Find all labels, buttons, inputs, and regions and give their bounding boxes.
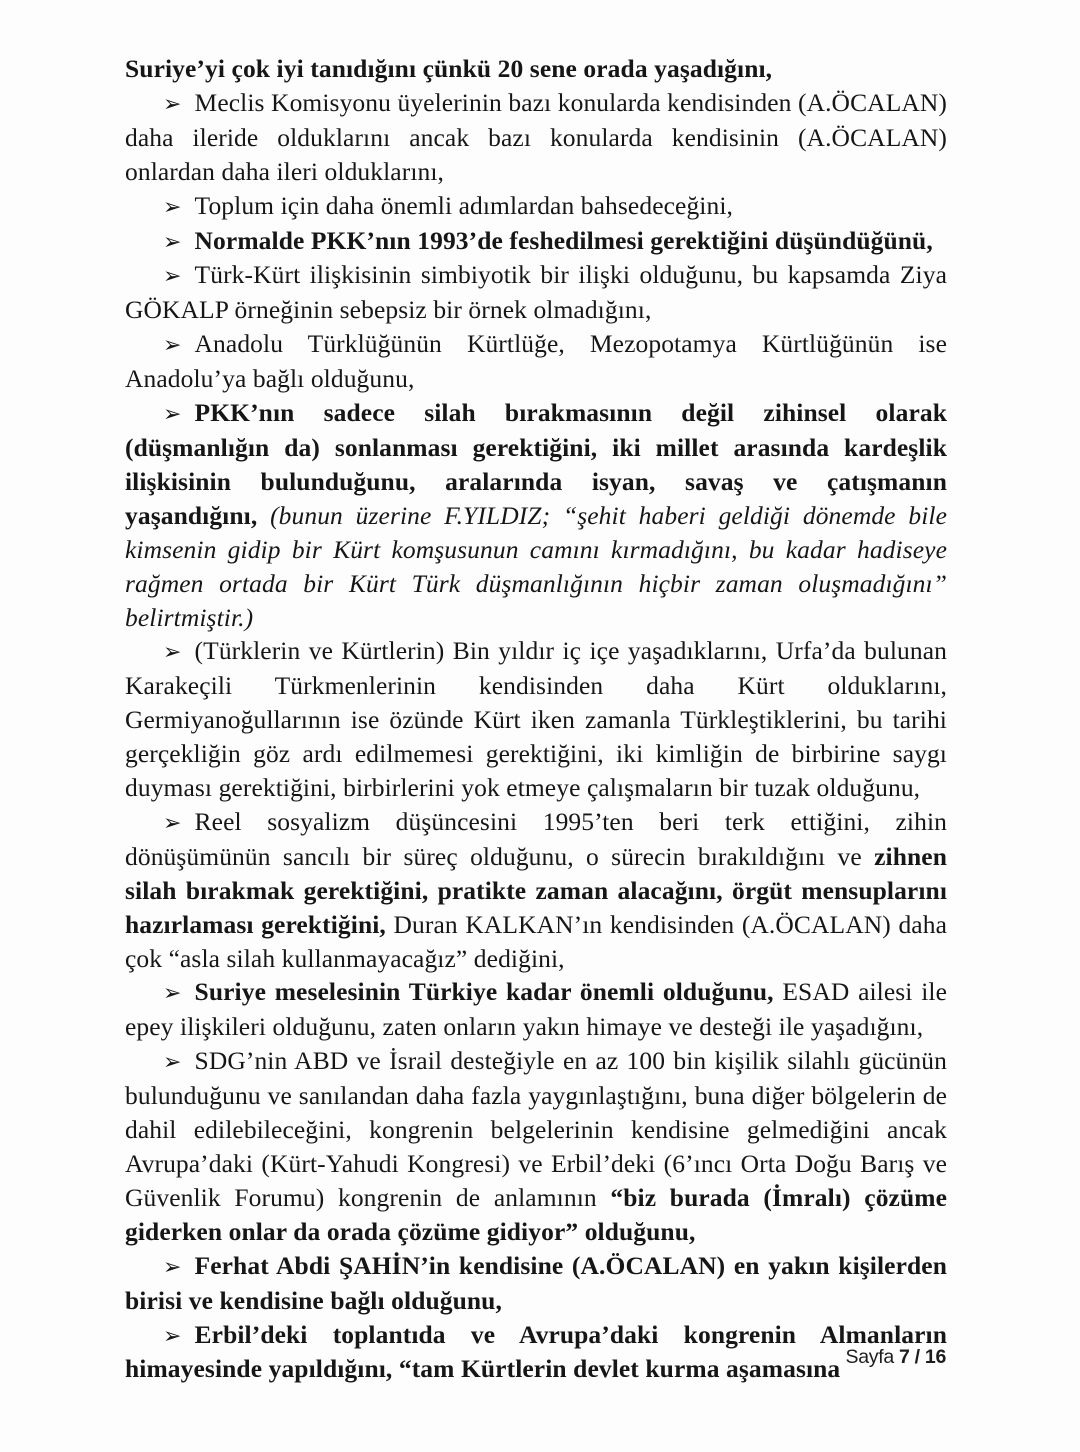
bullet-paragraph bbox=[125, 258, 947, 327]
bullet-arrow-icon: ➢ bbox=[163, 809, 182, 835]
bullet-arrow-icon: ➢ bbox=[163, 228, 182, 254]
bullet-paragraph bbox=[125, 1044, 947, 1248]
bullet-arrow-icon: ➢ bbox=[163, 332, 182, 358]
text-run: (bunun üzerine F.YILDIZ; “şehit haberi geldiği dönemde bile kimsenin gidip bir Kürt komşusunun camını kırmadığını, bu kadar hadiseye rağmen ortada bir Kürt Türk düşmanlığının hiçbir zaman oluşmadığını” belirtmiştir.) bbox=[125, 500, 947, 632]
bullet-arrow-icon: ➢ bbox=[163, 263, 182, 289]
bullet-arrow-icon: ➢ bbox=[163, 1049, 182, 1075]
text-run: “biz burada (İmralı) çözüme giderken onlar da orada çözüme gidiyor” olduğunu, bbox=[125, 1182, 948, 1246]
text-run: Suriye’yi çok iyi tanıdığını çünkü 20 sene orada yaşadığını, bbox=[125, 54, 773, 83]
text-run: Suriye meselesinin Türkiye kadar önemli olduğunu, bbox=[194, 977, 783, 1007]
text-run: Ferhat Abdi ŞAHİN’in kendisine (A.ÖCALAN) en yakın kişilerden birisi ve kendisine bağlı olduğunu, bbox=[125, 1250, 947, 1315]
bullet-arrow-icon: ➢ bbox=[163, 193, 182, 219]
bullet-paragraph bbox=[125, 1318, 947, 1387]
text-run: Erbil’deki toplantıda ve Avrupa’daki kongrenin Almanların himayesinde yapıldığını, “tam Kürtlerin devlet kurma aşamasına bbox=[125, 1319, 947, 1384]
bullet-paragraph bbox=[125, 86, 947, 189]
page-footer bbox=[846, 1346, 946, 1369]
text-run: PKK’nın sadece silah bırakmasının değil zihinsel olarak (düşmanlığın da) sonlanması gerektiğini, iki millet arasında kardeşlik ilişkisinin bulunduğunu, aralarında isyan, savaş ve çatışmanın yaşandığını, bbox=[125, 398, 947, 530]
bullet-paragraph bbox=[125, 327, 947, 396]
footer-page-number: 7 / 16 bbox=[899, 1346, 946, 1368]
text-run: Toplum için daha önemli adımlardan bahsedeceğini, bbox=[194, 190, 733, 220]
bullet-paragraph bbox=[125, 975, 947, 1044]
text-run: Reel sosyalizm düşüncesini 1995’ten beri terk ettiğini, zihin dönüşümünün sancılı bir süreç olduğunu, o sürecin bırakıldığını ve bbox=[125, 806, 947, 871]
bullet-arrow-icon: ➢ bbox=[163, 1322, 182, 1348]
document-body bbox=[125, 52, 947, 1386]
footer-label: Sayfa bbox=[845, 1346, 899, 1368]
bullet-arrow-icon: ➢ bbox=[163, 980, 182, 1006]
text-run: SDG’nin ABD ve İsrail desteğiyle en az 100 bin kişilik silahlı gücünün bulunduğunu ve sanılandan daha fazla yaygınlaştığını, buna diğer bölgelerin de dahil edilebileceğini, kongrenin belgelerinin kendisine gelmediğini ancak Avrupa’daki (Kürt-Yahudi Kongresi) ve Erbil’deki (6’ıncı Orta Doğu Barış ve Güvenlik Forumu) kongrenin de anlamının bbox=[125, 1046, 947, 1212]
bullet-paragraph bbox=[125, 396, 947, 634]
bullet-arrow-icon: ➢ bbox=[163, 1253, 182, 1279]
text-run: Normalde PKK’nın 1993’de feshedilmesi gerektiğini düşündüğünü, bbox=[194, 225, 933, 255]
text-run: Duran KALKAN’ın kendisinden (A.ÖCALAN) daha çok “asla silah kullanmayacağız” dediğini, bbox=[125, 909, 947, 973]
bullet-paragraph bbox=[125, 224, 947, 259]
bullet-paragraph bbox=[125, 189, 947, 224]
text-run: Türk-Kürt ilişkisinin simbiyotik bir ilişki olduğunu, bu kapsamda Ziya GÖKALP örneğinin sebepsiz bir örnek olmadığını, bbox=[125, 260, 947, 325]
text-run: Anadolu Türklüğünün Kürtlüğe, Mezopotamya Kürtlüğünün ise Anadolu’ya bağlı olduğunu, bbox=[125, 329, 947, 394]
text-run: zihnen silah bırakmak gerektiğini, pratikte zaman alacağını, örgüt mensuplarını hazırlaması gerektiğini, bbox=[125, 841, 947, 939]
text-run: Meclis Komisyonu üyelerinin bazı konularda kendisinden (A.ÖCALAN) daha ileride olduklarını ancak bazı konularda kendisinin (A.ÖCALAN) onlardan daha ileri olduklarını, bbox=[125, 87, 947, 186]
bullet-paragraph bbox=[125, 634, 947, 805]
bullet-arrow-icon: ➢ bbox=[163, 401, 182, 427]
text-run: (Türklerin ve Kürtlerin) Bin yıldır iç içe yaşadıklarını, Urfa’da bulunan Karakeçili Türkmenlerinin kendisinden daha Kürt olduklarını, Germiyanoğullarının ise özünde Kürt iken zamanla Türkleştiklerini, bu tarihi gerçekliğin göz ardı edilmemesi gerektiğini, iki kimliğin de birbirine saygı duyması gerektiğini, birbirlerini yok etmeye çalışmaların bir tuzak olduğunu, bbox=[125, 636, 947, 803]
bullet-paragraph bbox=[125, 805, 947, 976]
bullet-arrow-icon: ➢ bbox=[163, 90, 182, 116]
paragraph bbox=[125, 52, 947, 86]
bullet-paragraph bbox=[125, 1249, 947, 1318]
text-run: ESAD ailesi ile epey ilişkileri olduğunu, zaten onların yakın himaye ve desteği ile yaşadığını, bbox=[125, 977, 947, 1042]
bullet-arrow-icon: ➢ bbox=[163, 639, 182, 665]
